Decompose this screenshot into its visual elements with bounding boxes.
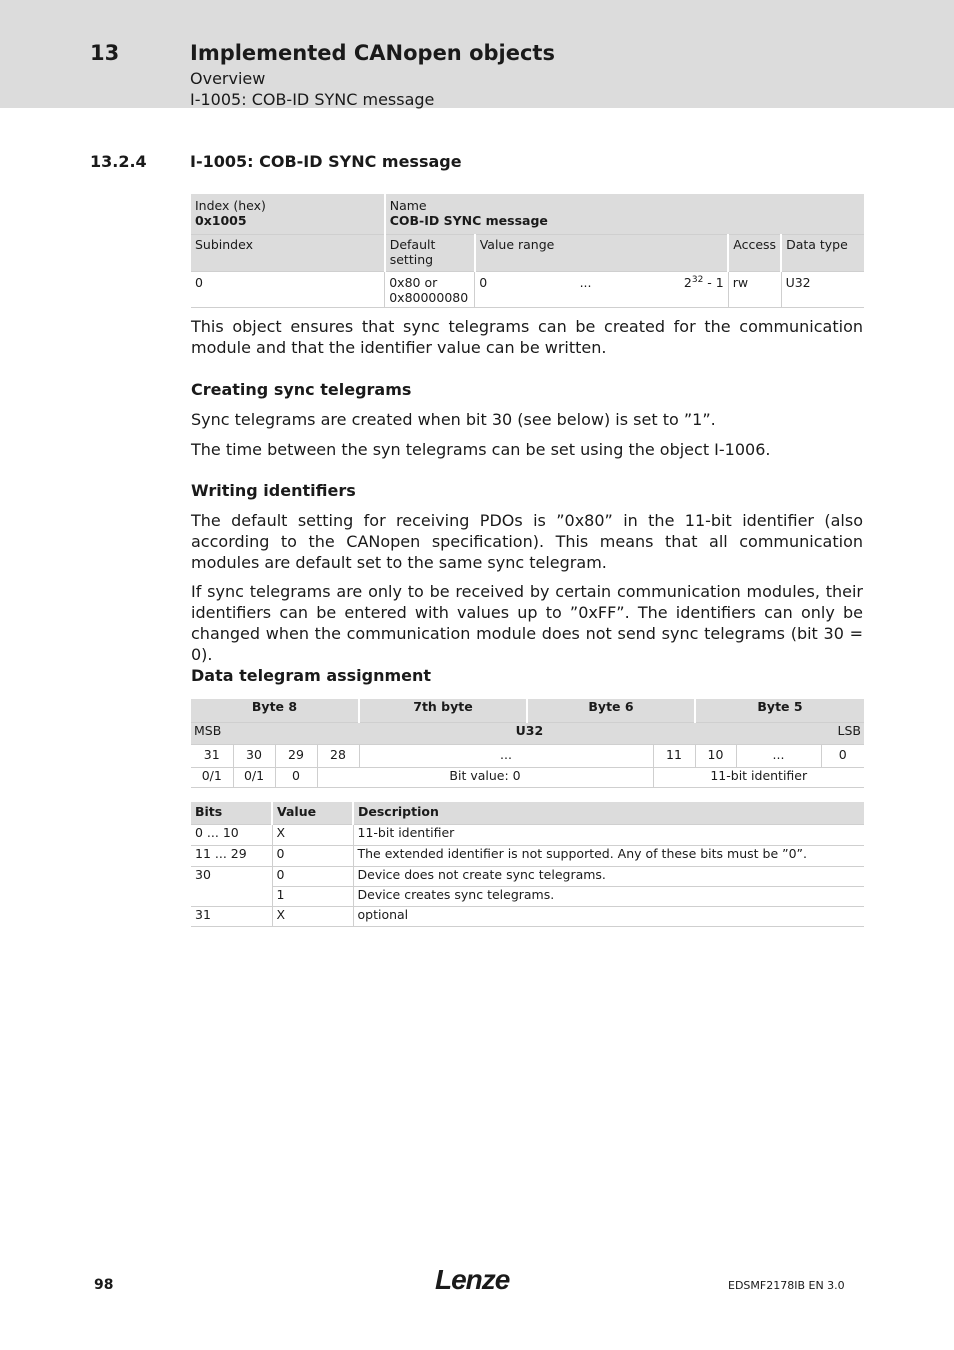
msb-lsb-row — [191, 722, 864, 744]
document-id: EDSMF2178IB EN 3.0 — [728, 1279, 845, 1292]
col-default-setting: Default setting — [385, 234, 475, 271]
creating-paragraph-2: The time between the syn telegrams can be set using the object I-1006. — [191, 440, 771, 459]
value-bits-10-0: 11-bit identifier — [653, 767, 864, 787]
byte-8-header: Byte 8 — [191, 699, 359, 722]
value-cell: X — [272, 906, 353, 926]
breadcrumb-current: I-1005: COB-ID SYNC message — [190, 90, 435, 109]
byte-6-header: Byte 6 — [527, 699, 695, 722]
object-table — [191, 194, 864, 308]
writing-paragraph-2: If sync telegrams are only to be received by certain communication modules, their identifiers can be entered with values up to ”0xFF”. The identifiers can only be changed when the communication module does not send sync telegrams (bit 30 = 0). — [191, 582, 863, 664]
bits-cell — [191, 886, 272, 906]
bits-cell: 0 ... 10 — [191, 824, 272, 845]
data-telegram-table — [191, 699, 864, 788]
range-min: 0 — [479, 274, 488, 290]
byte-5-header: Byte 5 — [695, 699, 864, 722]
description-cell: Device does not create sync telegrams. — [353, 866, 864, 886]
bit-30: 30 — [233, 744, 275, 767]
row-default-setting — [385, 271, 475, 307]
col-data-type: Data type — [781, 234, 864, 271]
bits-cell: 31 — [191, 906, 272, 926]
bit-ellipsis-low: ... — [736, 745, 821, 767]
index-cell — [191, 194, 385, 234]
type-label: U32 — [515, 722, 544, 738]
bit-31: 31 — [191, 744, 233, 767]
table-row — [191, 886, 864, 906]
value-bit-30: 0/1 — [233, 767, 275, 787]
page-header — [0, 0, 954, 108]
msb-label: MSB — [194, 722, 222, 738]
section-title: I-1005: COB-ID SYNC message — [190, 152, 462, 171]
value-cell: X — [272, 824, 353, 845]
col-access: Access — [728, 234, 781, 271]
creating-heading: Creating sync telegrams — [191, 380, 412, 399]
byte-7-header: 7th byte — [359, 699, 527, 722]
page-number: 98 — [94, 1277, 114, 1293]
chapter-number: 13 — [90, 41, 120, 65]
bit-0: 0 — [821, 744, 864, 767]
table-row — [191, 906, 864, 926]
writing-heading: Writing identifiers — [191, 481, 356, 500]
bits-header: Bits — [191, 802, 272, 824]
value-bit-29: 0 — [275, 767, 317, 787]
lenze-logo — [434, 1262, 516, 1296]
bits-table — [191, 802, 864, 927]
writing-paragraph-1: The default setting for receiving PDOs is ”0x80” in the 11-bit identifier (also according to the CANopen specification). This means that all communication modules are default set to the same sync telegram. — [191, 511, 863, 572]
table-row — [191, 824, 864, 845]
svg-text:Lenze: Lenze — [435, 1264, 510, 1295]
row-access: rw — [728, 271, 781, 307]
breadcrumb-overview: Overview — [190, 69, 266, 88]
value-cell: 0 — [272, 866, 353, 886]
range-separator: ... — [579, 274, 592, 290]
default-line-2: 0x80000080 — [389, 289, 469, 305]
index-label: Index (hex) — [195, 198, 266, 213]
value-bits-28-11: Bit value: 0 — [317, 767, 653, 787]
value-cell: 1 — [272, 886, 353, 906]
creating-paragraph-1: Sync telegrams are created when bit 30 (see below) is set to ”1”. — [191, 410, 716, 429]
description-cell: optional — [353, 906, 864, 926]
value-bit-31: 0/1 — [191, 767, 233, 787]
default-line-1: 0x80 or — [389, 274, 438, 290]
table-row — [191, 845, 864, 866]
table-row — [191, 866, 864, 886]
bit-28: 28 — [317, 744, 359, 767]
index-value: 0x1005 — [195, 213, 247, 228]
bit-11: 11 — [653, 744, 695, 767]
bit-10: 10 ... — [695, 744, 821, 767]
row-data-type: U32 — [781, 271, 864, 307]
bit-29: 29 — [275, 744, 317, 767]
name-cell — [385, 194, 864, 234]
name-value: COB-ID SYNC message — [389, 213, 548, 228]
chapter-title: Implemented CANopen objects — [190, 41, 555, 65]
description-cell: 11-bit identifier — [353, 824, 864, 845]
assignment-heading: Data telegram assignment — [191, 666, 432, 685]
value-cell: 0 — [272, 845, 353, 866]
row-value-range — [475, 271, 729, 307]
bits-cell: 11 ... 29 — [191, 845, 272, 866]
col-value-range: Value range — [475, 234, 729, 271]
name-label: Name — [389, 198, 427, 213]
bit-ellipsis-high: ... — [359, 744, 653, 767]
lsb-label: LSB — [837, 722, 861, 738]
col-subindex: Subindex — [191, 234, 385, 271]
intro-paragraph: This object ensures that sync telegrams can be created for the communication module and that the identifier value can be written. — [191, 317, 863, 357]
bits-cell: 30 — [195, 866, 211, 882]
value-header: Value — [272, 802, 353, 824]
row-subindex: 0 — [191, 271, 385, 307]
section-number: 13.2.4 — [90, 152, 147, 171]
description-cell: The extended identifier is not supported. Any of these bits must be ”0”. — [353, 845, 864, 866]
description-header: Description — [353, 802, 864, 824]
range-max: $2^{32} - 1$ — [683, 274, 724, 290]
description-cell: Device creates sync telegrams. — [353, 886, 864, 906]
